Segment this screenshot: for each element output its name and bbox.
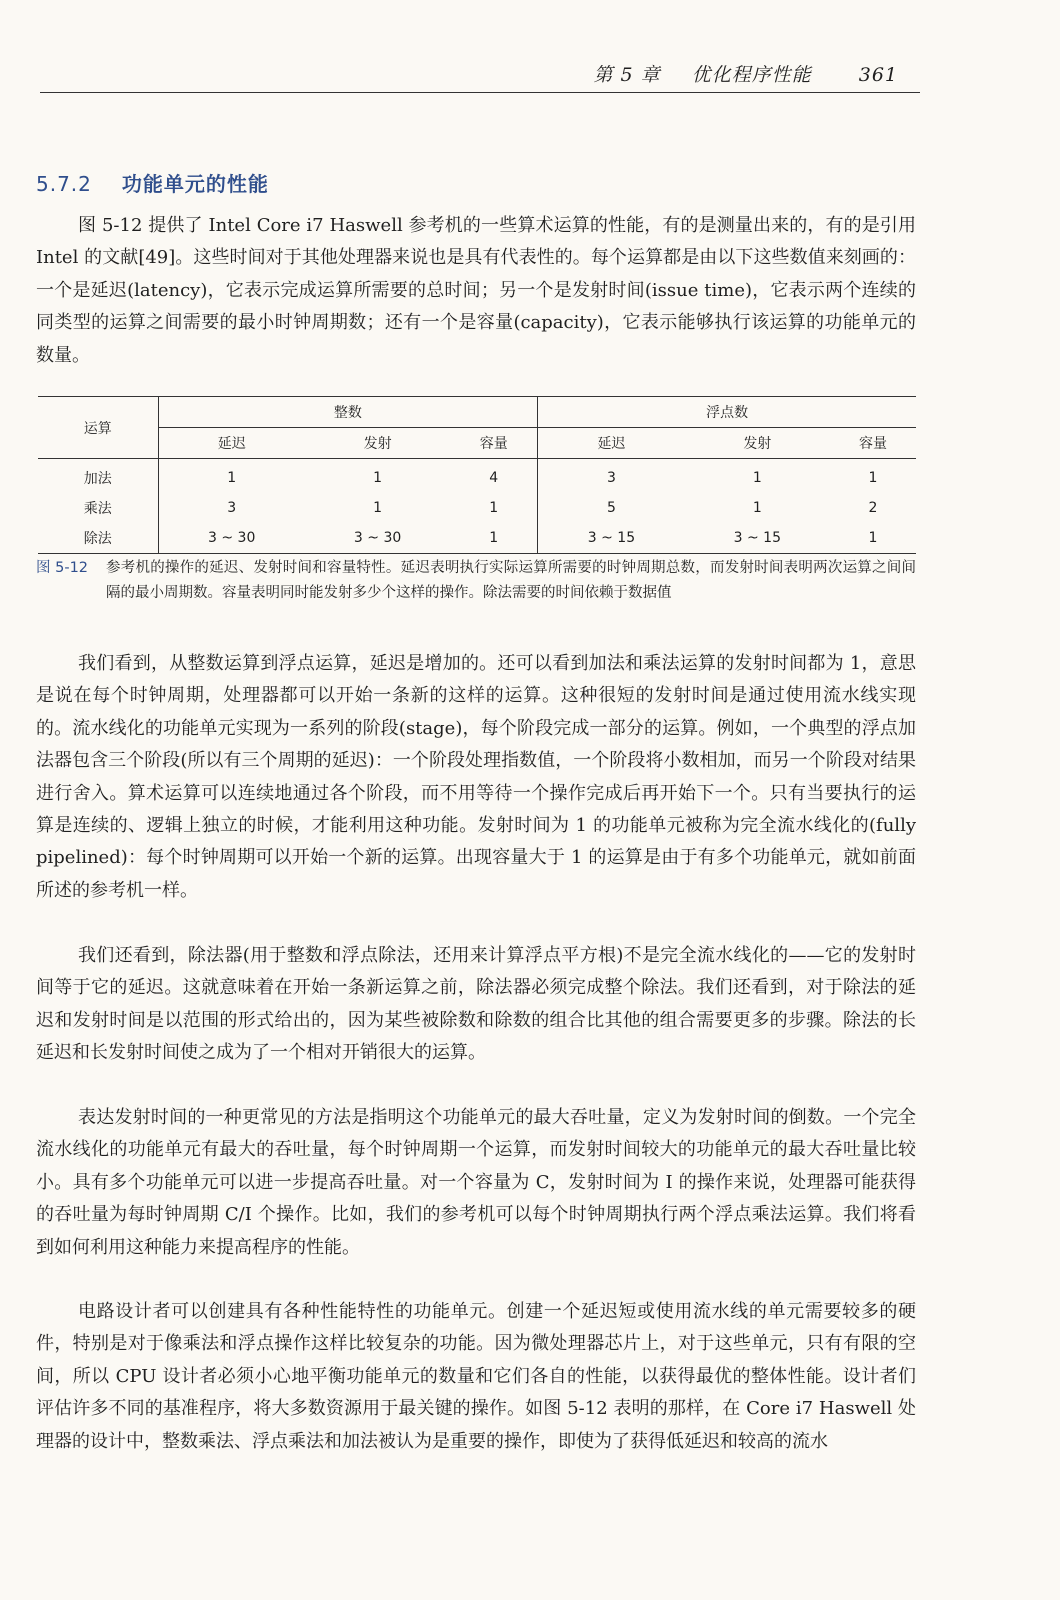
subheader-int-capacity: 容量 xyxy=(450,428,537,459)
subheader-fp-issue: 发射 xyxy=(685,428,830,459)
table-cell: 5 xyxy=(606,500,616,516)
group-integer: 整数 xyxy=(158,397,538,428)
table-cell: 1 xyxy=(373,500,383,516)
body-paragraph: 表达发射时间的一种更常见的方法是指明这个功能单元的最大吞吐量，定义为发射时间的倒数。一个完全流水线化的功能单元有最大的吞吐量，每个时钟周期一个运算，而发射时间较大的功能单元的最大吞吐量比较小。具有多个功能单元可以进一步提高吞吐量。对一个容量为 C，发射时间为 I 的操作来说，处理器可能获得的吞吐量为每时钟周期 C/I 个操作。比如，我们的参考机可以每个时钟周期执行两个浮点乘法运算。我们将看到如何利用这种能力来提高程序的性能。 xyxy=(36,1107,916,1258)
table-row xyxy=(38,493,916,523)
running-header xyxy=(40,56,920,93)
header-title: 优化程序性能 xyxy=(691,64,812,86)
row-op: 乘法 xyxy=(38,493,158,523)
table-cell: 3 ~ 30 xyxy=(158,523,305,554)
page-number: 361 xyxy=(858,64,898,86)
table-cell: 3 ~ 30 xyxy=(305,523,450,554)
body-paragraph: 我们还看到，除法器(用于整数和浮点除法，还用来计算浮点平方根)不是完全流水线化的——它的发射时间等于它的延迟。这就意味着在开始一条新运算之前，除法器必须完成整个除法。我们还看到，对于除法的延迟和发射时间是以范围的形式给出的，因为某些被除数和除数的组合比其他的组合需要更多的步骤。除法的长延迟和长发射时间使之成为了一个相对开销很大的运算。 xyxy=(36,945,916,1064)
table-cell: 1 xyxy=(752,500,762,516)
section-title: 功能单元的性能 xyxy=(121,172,269,196)
table-cell: 4 xyxy=(450,459,537,494)
caption-text: 参考机的操作的延迟、发射时间和容量特性。延迟表明执行实际运算所需要的时钟周期总数，而发射时间表明两次运算之间间隔的最小周期数。容量表明同时能发射多少个这样的操作。除法需要的时间依赖于数据值 xyxy=(106,560,916,601)
body-paragraph: 我们看到，从整数运算到浮点运算，延迟是增加的。还可以看到加法和乘法运算的发射时间都为 1，意思是说在每个时钟周期，处理器都可以开始一条新的这样的运算。这种很短的发射时间是通过使用流水线实现的。流水线化的功能单元实现为一系列的阶段(stage)，每个阶段完成一部分的运算。例如，一个典型的浮点加法器包含三个阶段(所以有三个周期的延迟)：一个阶段处理指数值，一个阶段将小数相加，而另一个阶段对结果进行舍入。算术运算可以连续地通过各个阶段，而不用等待一个操作完成后再开始下一个。只有当要执行的运算是连续的、逻辑上独立的时候，才能利用这种功能。发射时间为 1 的功能单元被称为完全流水线化的(fully pipelined)：每个时钟周期可以开始一个新的运算。出现容量大于 1 的运算是由于有多个功能单元，就如前面所述的参考机一样。 xyxy=(36,653,916,901)
caption-label: 图 5-12 xyxy=(36,560,89,576)
group-float: 浮点数 xyxy=(538,397,916,428)
table-cell: 3 ~ 15 xyxy=(685,523,830,554)
performance-table xyxy=(38,396,916,554)
header-text xyxy=(593,60,898,87)
intro-paragraph: 图 5-12 提供了 Intel Core i7 Haswell 参考机的一些算术运算的性能，有的是测量出来的，有的是引用 Intel 的文献[49]。这些时间对于其他处理器来说也是具有代表性的。每个运算都是由以下这些数值来刻画的：一个是延迟(latency)，它表示完成运算所需要的总时间；另一个是发射时间(issue time)，它表示两个连续的同类型的运算之间需要的最小时钟周期数；还有一个是容量(capacity)，它表示能够执行该运算的功能单元的数量。 xyxy=(36,215,916,366)
table-cell: 1 xyxy=(373,470,383,486)
table-cell: 1 xyxy=(450,523,537,554)
row-op: 除法 xyxy=(38,523,158,554)
table-cell: 1 xyxy=(227,470,237,486)
table-row xyxy=(38,523,916,554)
table-cell: 1 xyxy=(450,493,537,523)
body-paragraph: 电路设计者可以创建具有各种性能特性的功能单元。创建一个延迟短或使用流水线的单元需要较多的硬件，特别是对于像乘法和浮点操作这样比较复杂的功能。因为微处理器芯片上，对于这些单元，只有有限的空间，所以 CPU 设计者必须小心地平衡功能单元的数量和它们各自的性能，以获得最优的整体性能。设计者们评估许多不同的基准程序，将大多数资源用于最关键的操作。如图 5-12 表明的那样，在 Core i7 Haswell 处理器的设计中，整数乘法、浮点乘法和加法被认为是重要的操作，即使为了获得低延迟和较高的流水 xyxy=(36,1301,916,1452)
header-chapter: 第 5 章 xyxy=(593,64,661,86)
subheader-int-latency: 延迟 xyxy=(158,428,305,459)
figure-caption xyxy=(36,556,916,606)
subheader-fp-capacity: 容量 xyxy=(830,428,916,459)
subheader-int-issue: 发射 xyxy=(305,428,450,459)
table-row xyxy=(38,459,916,494)
table-cell: 3 ~ 15 xyxy=(538,523,685,554)
op-header: 运算 xyxy=(38,397,158,459)
table-cell: 1 xyxy=(752,470,762,486)
subheader-fp-latency: 延迟 xyxy=(538,428,685,459)
section-heading xyxy=(36,168,269,197)
section-number: 5.7.2 xyxy=(36,172,92,196)
table-cell: 3 xyxy=(606,470,616,486)
table-cell: 2 xyxy=(868,500,878,516)
row-op: 加法 xyxy=(38,459,158,494)
table-cell: 3 xyxy=(227,500,237,516)
table-cell: 1 xyxy=(868,470,878,486)
table-cell: 1 xyxy=(830,523,916,554)
